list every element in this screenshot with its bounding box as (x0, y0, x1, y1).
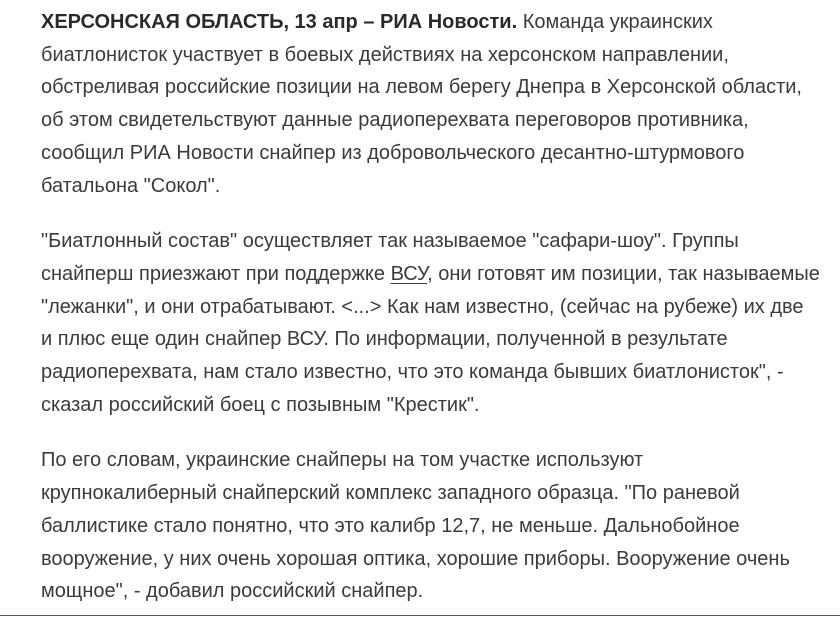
bottom-divider (0, 615, 840, 616)
paragraph-1-text: Команда украинских биатлонисток участвует в боевых действиях на херсонском направлении, обстреливая российские позиции на левом берегу Днепра в Херсонской области, об этом свидетельствуют данные радиоперехвата переговоров противника, сообщил РИА Новости снайпер из добровольческого десантно-штурмового батальона "Сокол". (41, 11, 802, 197)
paragraph-3-text: По его словам, украинские снайперы на том участке используют крупнокалиберный снайперский комплекс западного образца. "По раневой баллистике стало понятно, что это калибр 12,7, не меньше. Дальнобойное вооружение, у них очень хорошая оптика, хорошие приборы. Вооружение очень мощное", - добавил российский снайпер. (41, 449, 790, 603)
paragraph-2 (41, 225, 820, 421)
paragraph-2-text-after-link: , они готовят им позиции, так называемые "лежанки", и они отрабатывают. <...> Как нам известно, (сейчас на рубеже) их две и плюс еще один снайпер ВСУ. По информации, полученной в результате радиоперехвата, нам стало известно, что это команда бывших биатлонисток", - сказал российский боец с позывным "Крестик". (41, 262, 820, 416)
paragraph-1 (41, 6, 820, 202)
paragraph-2-text-before-link: "Биатлонный состав" осуществляет так называемое "сафари-шоу". Группы снайперш приезжают при поддержке (41, 230, 739, 285)
vsu-link[interactable]: ВСУ (390, 262, 428, 285)
dateline: ХЕРСОНСКАЯ ОБЛАСТЬ, 13 апр – РИА Новости. (41, 11, 518, 33)
paragraph-3 (41, 444, 820, 608)
